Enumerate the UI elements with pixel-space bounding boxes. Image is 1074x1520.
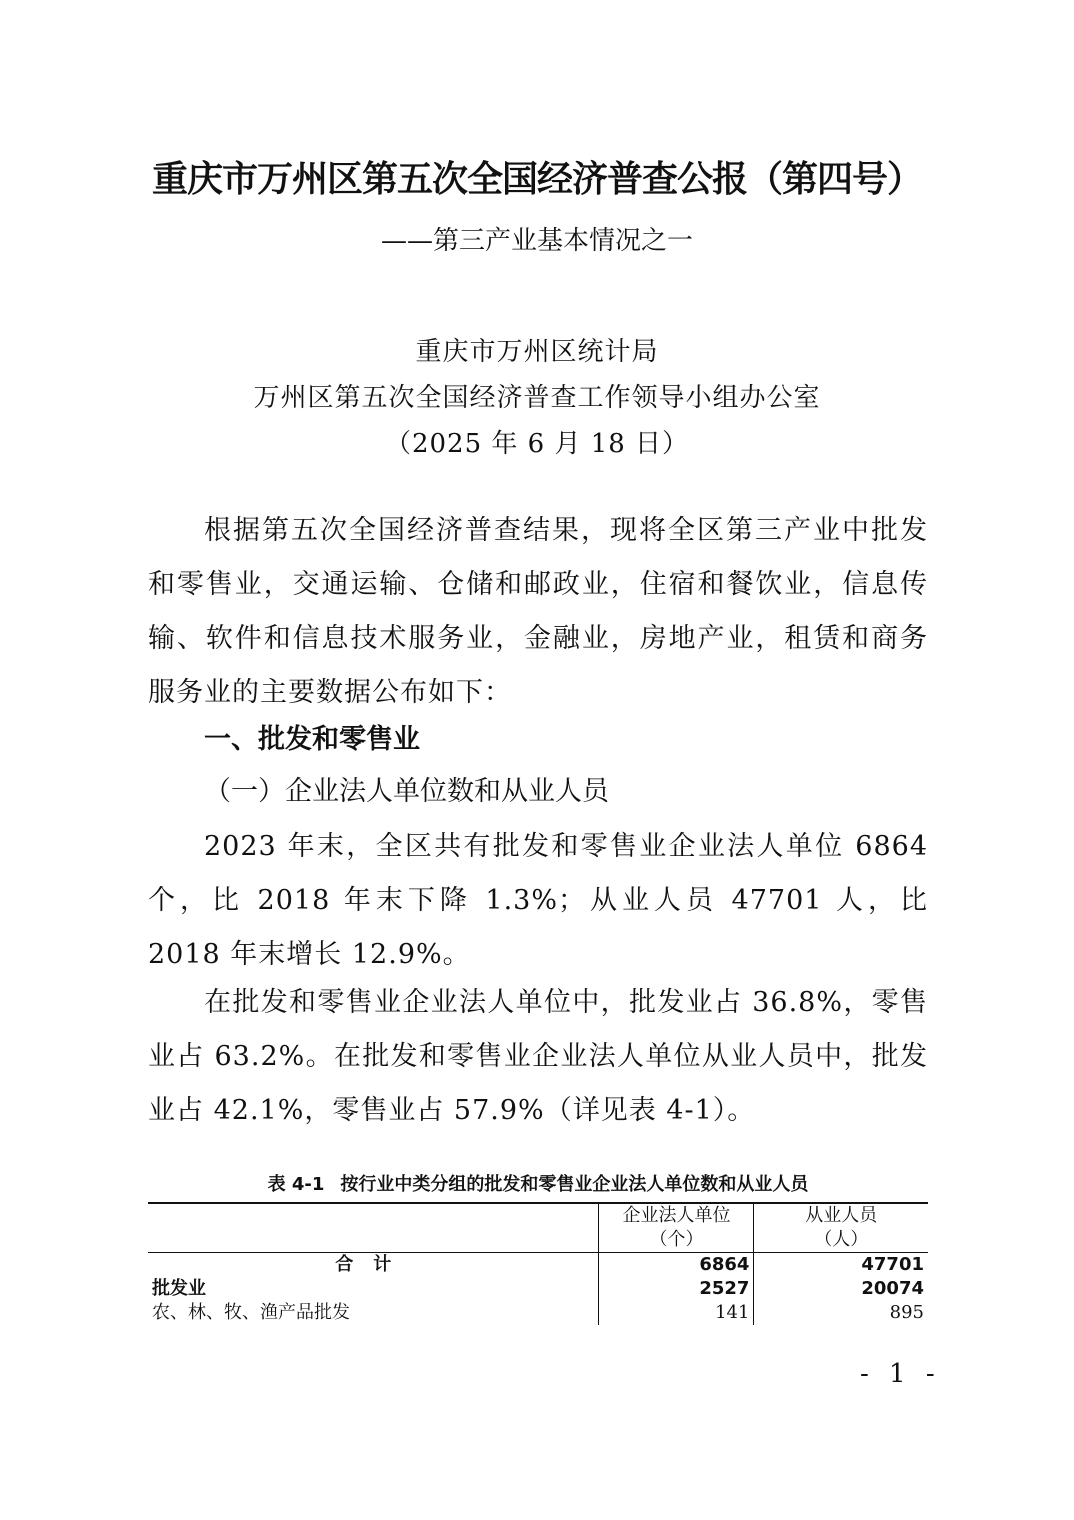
header-units-unit: （个） <box>649 1229 704 1250</box>
body-paragraph-2: 在批发和零售业企业法人单位中，批发业占 36.8%，零售业占 63.2%。在批发和零售业企业法人单位从业人员中，批发业占 42.1%，零售业占 57.9%（详见表 4-1）。 <box>148 987 928 1126</box>
row-label: 批发业 <box>152 1278 206 1299</box>
header-employees-label: 从业人员 <box>805 1205 878 1226</box>
bulletin-title: 重庆市万州区第五次全国经济普查公报（第四号） <box>151 159 922 200</box>
page-number: - 1 - <box>860 1359 941 1389</box>
table-header-row <box>148 1203 928 1253</box>
row-units: 2527 <box>599 1277 754 1301</box>
row-units: 141 <box>599 1301 754 1325</box>
intro-paragraph: 根据第五次全国经济普查结果，现将全区第三产业中批发和零售业，交通运输、仓储和邮政业，住宿和餐饮业，信息传输、软件和信息技术服务业，金融业，房地产业，租赁和商务服务业的主要数据公布如下： <box>148 515 928 708</box>
row-employees: 895 <box>754 1301 928 1325</box>
row-label: 农、林、牧、渔产品批发 <box>152 1302 350 1323</box>
body-paragraph-1: 2023 年末，全区共有批发和零售业企业法人单位 6864 个，比 2018 年末下降 1.3%；从业人员 47701 人，比 2018 年末增长 12.9%。 <box>148 831 928 970</box>
table-row-category <box>148 1277 928 1301</box>
table-number: 表 4-1 <box>267 1174 325 1195</box>
header-blank <box>148 1203 599 1253</box>
section-heading: 一、批发和零售业 <box>204 724 420 755</box>
header-employees-unit: （人） <box>814 1229 869 1250</box>
row-employees: 47701 <box>754 1253 928 1278</box>
row-label: 合计 <box>335 1254 412 1275</box>
table-row-total <box>148 1253 928 1278</box>
table-title: 按行业中类分组的批发和零售业企业法人单位数和从业人员 <box>340 1174 809 1195</box>
table-row <box>148 1301 928 1325</box>
row-units: 6864 <box>599 1253 754 1278</box>
table-caption <box>148 1172 928 1198</box>
row-employees: 20074 <box>754 1277 928 1301</box>
issuer-line-1: 重庆市万州区统计局 <box>415 337 659 367</box>
issuer-line-2: 万州区第五次全国经济普查工作领导小组办公室 <box>253 383 821 413</box>
bulletin-subtitle: ——第三产业基本情况之一 <box>380 226 693 256</box>
header-units <box>599 1203 754 1253</box>
issue-date: （2025 年 6 月 18 日） <box>384 429 690 459</box>
header-employees <box>754 1203 928 1253</box>
subsection-heading: （一）企业法人单位数和从业人员 <box>204 776 609 807</box>
data-table <box>148 1202 928 1325</box>
header-units-label: 企业法人单位 <box>622 1205 731 1226</box>
